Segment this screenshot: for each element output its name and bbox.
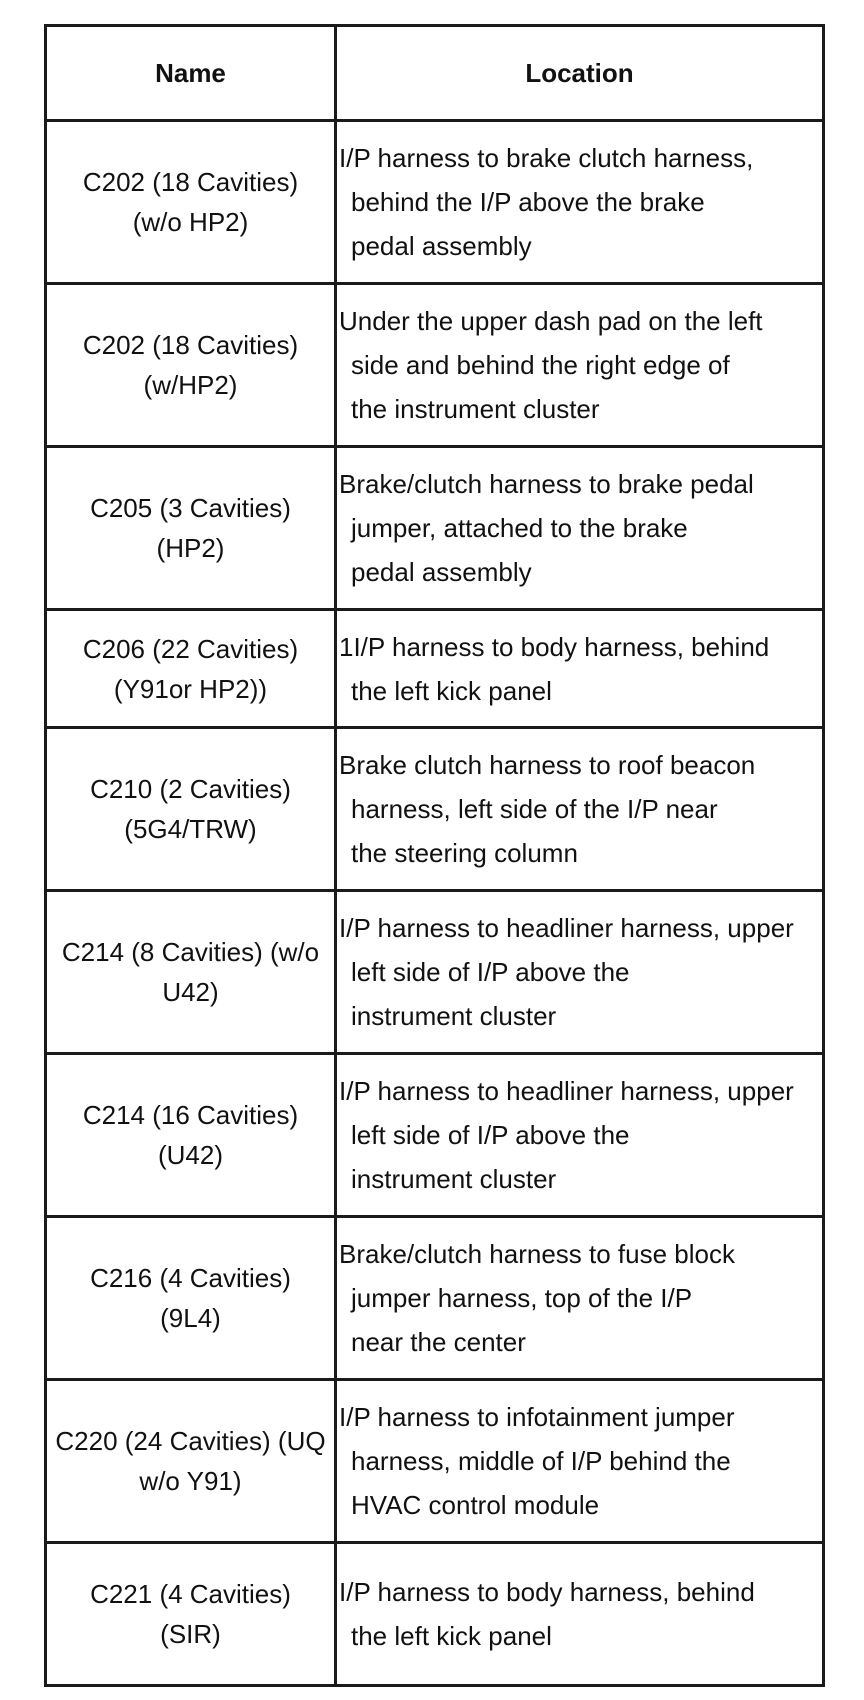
connector-name-cell <box>46 1380 336 1543</box>
location-line: the left kick panel <box>351 675 552 706</box>
table-row <box>46 447 824 610</box>
location-line: I/P harness to infotainment jumper <box>339 1402 735 1432</box>
connector-option: (w/HP2) <box>143 370 238 400</box>
location-line: near the center <box>351 1327 526 1357</box>
location-line: Brake clutch harness to roof beacon <box>339 750 756 780</box>
connector-name: C202 (18 Cavities) <box>82 167 299 197</box>
location-line: instrument cluster <box>351 1164 557 1194</box>
connector-name: C220 (24 Cavities) (UQ <box>55 1426 326 1456</box>
location-line: I/P harness to headliner harness, upper <box>339 1076 794 1106</box>
location-line: I/P harness to headliner harness, upper <box>339 913 794 943</box>
location-line: left side of I/P above the <box>351 1120 630 1150</box>
connector-name-cell <box>46 891 336 1054</box>
connector-name: C210 (2 Cavities) <box>90 774 291 804</box>
location-line: Brake/clutch harness to fuse block <box>339 1239 735 1269</box>
connector-name-cell <box>46 1054 336 1217</box>
table-row <box>46 1217 824 1380</box>
connector-name-cell <box>46 447 336 610</box>
connector-name-cell <box>46 284 336 447</box>
location-line: harness, left side of the I/P near <box>351 794 718 824</box>
table-row <box>46 121 824 284</box>
connector-option: (w/o HP2) <box>132 207 249 237</box>
location-line: behind the I/P above the brake <box>351 187 705 217</box>
location-line: Under the upper dash pad on the left <box>339 306 763 336</box>
location-line: jumper, attached to the brake <box>351 513 688 543</box>
location-line: side and behind the right edge of <box>351 350 730 380</box>
connector-name-cell <box>46 610 336 728</box>
connector-option: (SIR) <box>160 1619 221 1649</box>
location-line: pedal assembly <box>351 557 532 587</box>
connector-option: U42) <box>162 977 219 1007</box>
table-row <box>46 610 824 728</box>
connector-option: w/o Y91) <box>139 1466 242 1496</box>
connector-option: (U42) <box>157 1140 223 1170</box>
connector-location-cell <box>336 1380 824 1543</box>
connector-name: C214 (8 Cavities) (w/o <box>61 937 320 967</box>
connector-name: C221 (4 Cavities) <box>90 1579 291 1609</box>
connector-name-cell <box>46 728 336 891</box>
table-row <box>46 891 824 1054</box>
connector-option: (Y91or HP2)) <box>113 673 268 704</box>
location-line: I/P harness to brake clutch harness, <box>339 143 754 173</box>
connector-location-cell <box>336 284 824 447</box>
name-column-header: Name <box>46 26 336 121</box>
header-row <box>46 26 824 121</box>
connector-name-cell <box>46 1543 336 1686</box>
connector-option: (5G4/TRW) <box>124 814 257 844</box>
connector-option: (9L4) <box>160 1303 221 1333</box>
location-line: pedal assembly <box>351 231 532 261</box>
location-column-header: Location <box>336 26 824 121</box>
connector-location-cell <box>336 891 824 1054</box>
location-line: jumper harness, top of the I/P <box>351 1283 693 1313</box>
connector-location-cell <box>336 1217 824 1380</box>
table-row <box>46 284 824 447</box>
connector-location-cell <box>336 728 824 891</box>
connector-location-cell <box>336 1543 824 1686</box>
location-line: 1I/P harness to body harness, behind <box>339 631 770 662</box>
location-line: Brake/clutch harness to brake pedal <box>339 469 754 499</box>
connector-location-table <box>44 24 825 1687</box>
connector-location-cell <box>336 610 824 728</box>
connector-option: (HP2) <box>156 533 225 563</box>
connector-location-cell <box>336 121 824 284</box>
connector-location-cell <box>336 1054 824 1217</box>
location-line: left side of I/P above the <box>351 957 630 987</box>
location-line: the left kick panel <box>351 1621 552 1651</box>
table-row <box>46 728 824 891</box>
table-row <box>46 1380 824 1543</box>
connector-name-cell <box>46 1217 336 1380</box>
location-line: HVAC control module <box>351 1490 600 1520</box>
location-line: the instrument cluster <box>351 394 600 424</box>
location-line: I/P harness to body harness, behind <box>339 1577 755 1607</box>
location-line: instrument cluster <box>351 1001 557 1031</box>
connector-location-cell <box>336 447 824 610</box>
connector-name: C202 (18 Cavities) <box>82 330 299 360</box>
connector-name-cell <box>46 121 336 284</box>
table-row <box>46 1054 824 1217</box>
connector-name: C206 (22 Cavities) <box>82 633 299 664</box>
connector-name: C205 (3 Cavities) <box>90 493 291 523</box>
table-row <box>46 1543 824 1686</box>
connector-name: C216 (4 Cavities) <box>90 1263 291 1293</box>
location-line: the steering column <box>351 838 578 868</box>
connector-name: C214 (16 Cavities) <box>82 1100 299 1130</box>
location-line: harness, middle of I/P behind the <box>351 1446 731 1476</box>
